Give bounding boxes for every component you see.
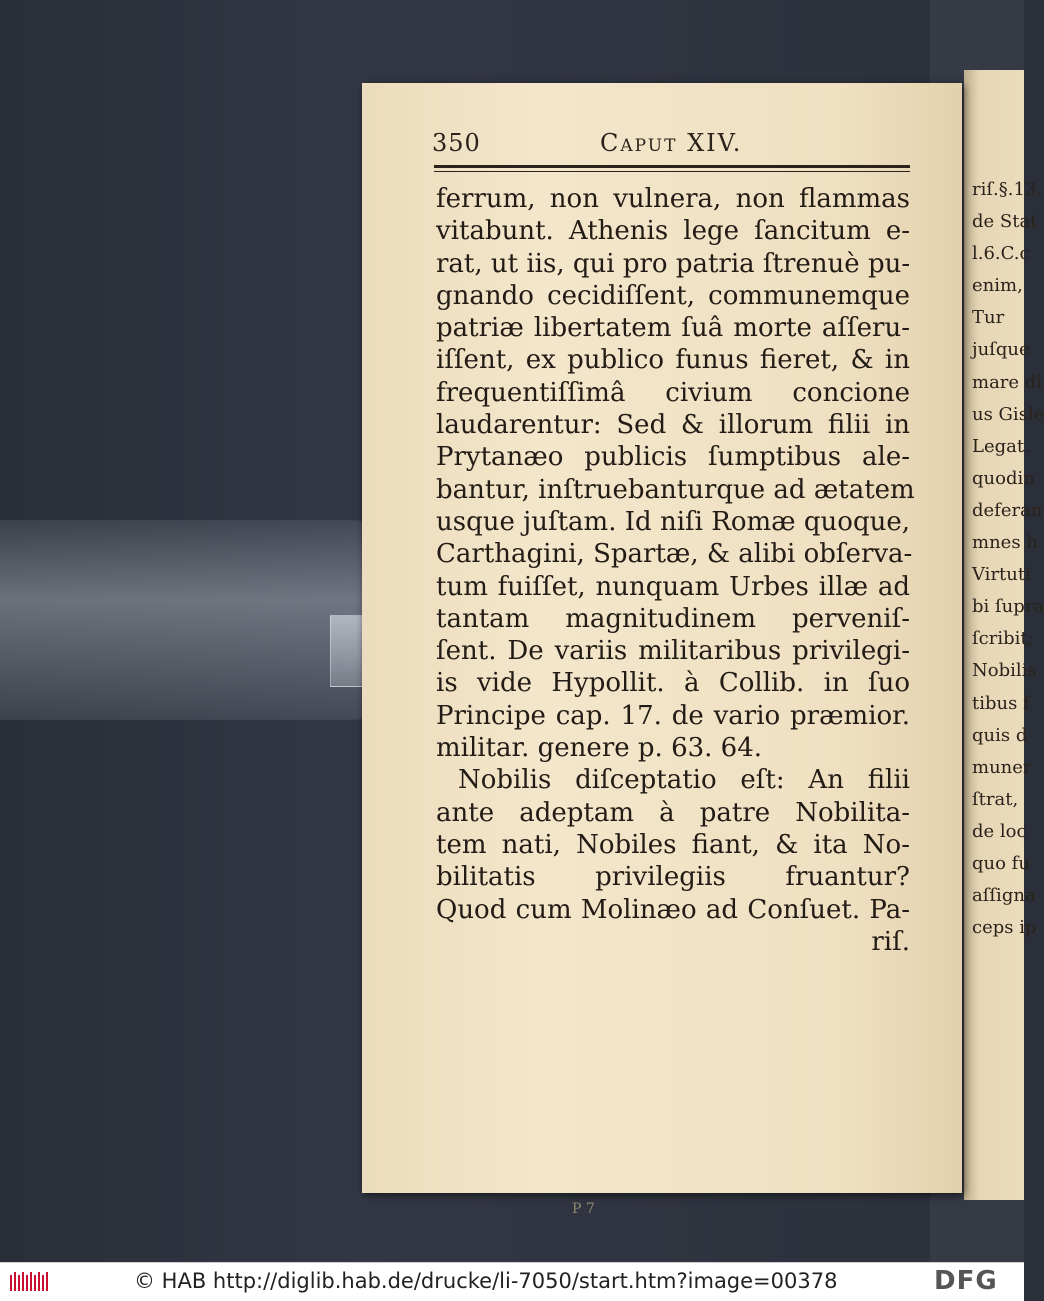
text-line: vitabunt. Athenis lege ſancitum e-	[436, 216, 910, 247]
running-head	[432, 129, 912, 163]
facing-page-fragment: ſtrat,	[972, 788, 1019, 810]
text-line: gnando cecidiſſent, communemque	[436, 280, 910, 311]
facing-page-fragment: ceps ip	[972, 917, 1037, 939]
facing-page-fragment: Virtuti	[972, 564, 1031, 586]
facing-page-fragment: Tur	[972, 307, 1005, 329]
book-page	[362, 83, 962, 1217]
text-line: frequentiſſimâ civium concione	[436, 377, 910, 408]
facing-page-fragment: Nobilis	[972, 660, 1037, 682]
header-rule	[434, 165, 910, 172]
text-line: ante adeptam à patre Nobilita-	[436, 797, 910, 828]
text-line: is vide Hypollit. à Collib. in ſuo	[436, 668, 910, 699]
text-line: iſſent, ex publico funus fieret, & in	[436, 345, 910, 376]
facing-page-fragment: muner	[972, 756, 1032, 778]
facing-page-fragment: tibus f	[972, 692, 1030, 714]
facing-page-fragment: us Gisle	[972, 403, 1044, 425]
facing-page-margin-text	[972, 174, 1044, 944]
facing-page-fragment: riſ.§.13.	[972, 179, 1043, 200]
text-line: usque juſtam. Id niſi Romæ quoque,	[436, 506, 910, 537]
text-line: Quod cum Molinæo ad Conſuet. Pa-	[436, 894, 910, 925]
facing-page-fragment: mnes h	[972, 532, 1038, 554]
text-line: patriæ libertatem ſuâ morte aſſeru-	[436, 313, 910, 344]
viewer-footer	[0, 1262, 1024, 1301]
facing-page-fragment: juſque	[972, 339, 1030, 361]
text-line: ferrum, non vulnera, non flammas	[436, 184, 910, 214]
text-line: Carthagini, Spartæ, & alibi obſerva-	[436, 539, 913, 570]
text-line: militar. genere p. 63. 64.	[436, 733, 763, 764]
facing-page-fragment: quis d	[972, 724, 1028, 746]
facing-page-fragment: aſſigna	[972, 885, 1036, 907]
facing-page-fragment: l.6.C.c	[972, 243, 1030, 265]
catchword: riſ.	[871, 926, 910, 957]
page-number: 350	[432, 129, 481, 157]
facing-page-edge	[964, 70, 1044, 1200]
text-line: tem nati, Nobiles fiant, & ita No-	[436, 829, 910, 860]
running-title: Caput XIV.	[600, 129, 743, 157]
facing-page-fragment: bi ſupra	[972, 596, 1044, 618]
text-line: bilitatis privilegiis fruantur?	[436, 862, 910, 893]
text-line: bantur, inſtruebanturque ad ætatem	[436, 474, 915, 505]
copyright-link[interactable]: © HAB http://diglib.hab.de/drucke/li-7050/start.htm?image=00378	[134, 1269, 838, 1293]
facing-page-fragment: ſcribit;	[972, 628, 1034, 650]
facing-page-fragment: deferan	[972, 499, 1043, 521]
body-text	[436, 183, 915, 958]
text-line: ſent. De variis militaribus privilegi-	[436, 636, 910, 667]
text-line: Principe cap. 17. de vario præmior.	[436, 700, 910, 731]
facing-page-fragment: enim,	[972, 275, 1023, 297]
facing-page-fragment: quo fu	[972, 852, 1030, 874]
text-line: Nobilis diſceptatio eſt: An filii	[458, 765, 910, 796]
dfg-logo: DFG	[934, 1266, 998, 1296]
hab-logo-icon	[8, 1269, 52, 1295]
facing-page-fragment: de loc	[972, 820, 1027, 842]
facing-page-fragment: Legat.	[972, 435, 1030, 457]
text-line: tantam magnitudinem perveniſ-	[436, 603, 910, 634]
text-line: laudarentur: Sed & illorum filii in	[436, 410, 910, 441]
facing-page-fragment: de Stat	[972, 211, 1038, 233]
facing-page-fragment: mare di	[972, 371, 1043, 393]
facing-page-fragment: quodin	[972, 467, 1035, 489]
text-line: tum fuiſſet, nunquam Urbes illæ ad	[436, 571, 910, 602]
text-line: Prytanæo publicis ſumptibus ale-	[436, 442, 910, 473]
signature-mark: P 7	[572, 1201, 595, 1217]
text-line: rat, ut iis, qui pro patria ſtrenuè pu-	[436, 248, 911, 279]
